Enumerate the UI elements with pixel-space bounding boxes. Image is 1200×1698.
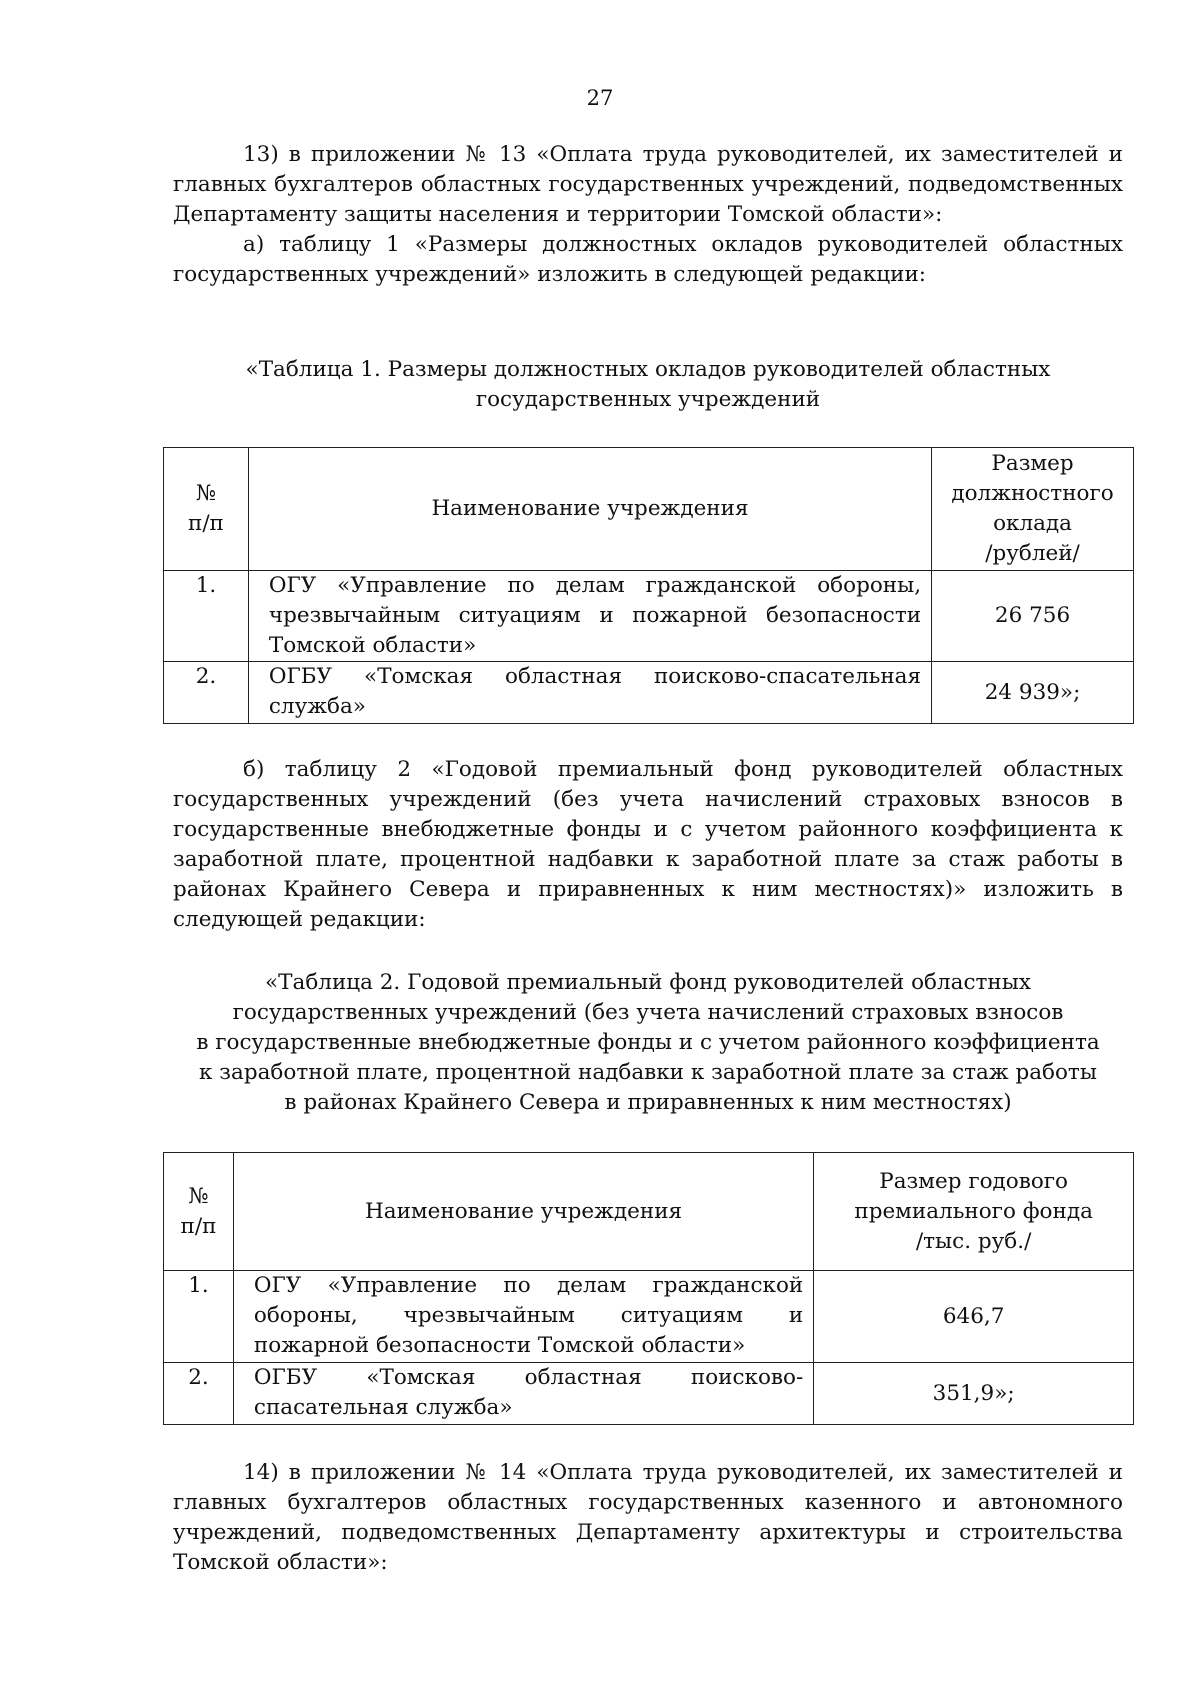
table1-caption-line1: «Таблица 1. Размеры должностных окладов руководителей областных (245, 357, 1051, 382)
table2-caption (173, 968, 1123, 1118)
table2-caption-line1: «Таблица 2. Годовой премиальный фонд руководителей областных (265, 970, 1031, 995)
table2-caption-line3: в государственные внебюджетные фонды и с учетом районного коэффициента (196, 1030, 1100, 1055)
table1-header-num-line1: № (195, 481, 217, 506)
table1-row1-name: ОГУ «Управление по делам гражданской обороны, чрезвычайным ситуациям и пожарной безопасности Томской области» (248, 571, 931, 662)
table2-row2-value: 351,9»; (814, 1363, 1134, 1425)
table2 (163, 1152, 1134, 1425)
paragraph-b (173, 755, 1123, 935)
table1-caption (173, 355, 1123, 415)
table1-header-row (164, 448, 1134, 571)
table-row (164, 662, 1134, 724)
table2-caption-line4: к заработной плате, процентной надбавки к заработной плате за стаж работы (199, 1060, 1097, 1085)
table1-caption-line2: государственных учреждений (475, 387, 821, 412)
table2-row2-name: ОГБУ «Томская областная поисково-спасательная служба» (233, 1363, 813, 1425)
table-row (164, 1271, 1134, 1363)
table2-header-value (814, 1153, 1134, 1271)
page-number: 27 (586, 86, 614, 110)
paragraph-a-text: а) таблицу 1 «Размеры должностных окладов руководителей областных государственных учреждений» изложить в следующей редакции: (173, 232, 1123, 287)
paragraph-14-text: 14) в приложении № 14 «Оплата труда руководителей, их заместителей и главных бухгалтеров областных государственных казенного и автономного учреждений, подведомственных Департаменту архитектуры и строительства Томской области»: (173, 1460, 1123, 1575)
table2-row2-num: 2. (164, 1363, 234, 1425)
paragraph-14 (173, 1458, 1123, 1578)
table2-row1-value: 646,7 (814, 1271, 1134, 1363)
paragraph-13 (173, 140, 1123, 290)
table1-row2-name: ОГБУ «Томская областная поисково-спасательная служба» (248, 662, 931, 724)
table1-header-num (164, 448, 249, 571)
table2-header-num (164, 1153, 234, 1271)
table1-header-value-line4: /рублей/ (985, 541, 1080, 566)
table2-header-value-line1: Размер годового (879, 1168, 1068, 1194)
table2-header-name: Наименование учреждения (233, 1153, 813, 1271)
table2-header-row (164, 1153, 1134, 1271)
table1-header-value-line1: Размер (991, 451, 1074, 476)
table1-header-value (932, 448, 1134, 571)
table1-header-value-line3: оклада (993, 511, 1072, 536)
table1-header-num-line2: п/п (187, 511, 224, 536)
paragraph-b-text: б) таблицу 2 «Годовой премиальный фонд руководителей областных государственных учреждений (без учета начислений страховых взносов в государственные внебюджетные фонды и с учетом районного коэффициента к заработной плате, процентной надбавки к заработной плате за стаж работы в районах Крайнего Севера и приравненных к ним местностях)» изложить в следующей редакции: (173, 757, 1123, 932)
table2-caption-line5: в районах Крайнего Севера и приравненных к ним местностях) (284, 1090, 1012, 1115)
table2-header-num-line1: № (188, 1183, 209, 1209)
paragraph-13-text: 13) в приложении № 13 «Оплата труда руководителей, их заместителей и главных бухгалтеров областных государственных учреждений, подведомственных Департаменту защиты населения и территории Томской области»: (173, 142, 1123, 227)
table2-row1-num: 1. (164, 1271, 234, 1363)
table2-caption-line2: государственных учреждений (без учета начислений страховых взносов (232, 1000, 1064, 1025)
table-row (164, 1363, 1134, 1425)
table1-row2-value: 24 939»; (932, 662, 1134, 724)
table1-header-value-line2: должностного (951, 481, 1114, 506)
table1-row1-num: 1. (164, 571, 249, 662)
table1-row1-value: 26 756 (932, 571, 1134, 662)
table2-header-num-line2: п/п (180, 1213, 217, 1239)
table1-header-name: Наименование учреждения (248, 448, 931, 571)
table2-header-value-line2: премиального фонда (854, 1198, 1093, 1224)
table1-row2-num: 2. (164, 662, 249, 724)
table2-header-value-line3: /тыс. руб./ (915, 1228, 1032, 1254)
table2-row1-name: ОГУ «Управление по делам гражданской обороны, чрезвычайным ситуациям и пожарной безопасности Томской области» (233, 1271, 813, 1363)
table-row (164, 571, 1134, 662)
table1 (163, 447, 1134, 724)
